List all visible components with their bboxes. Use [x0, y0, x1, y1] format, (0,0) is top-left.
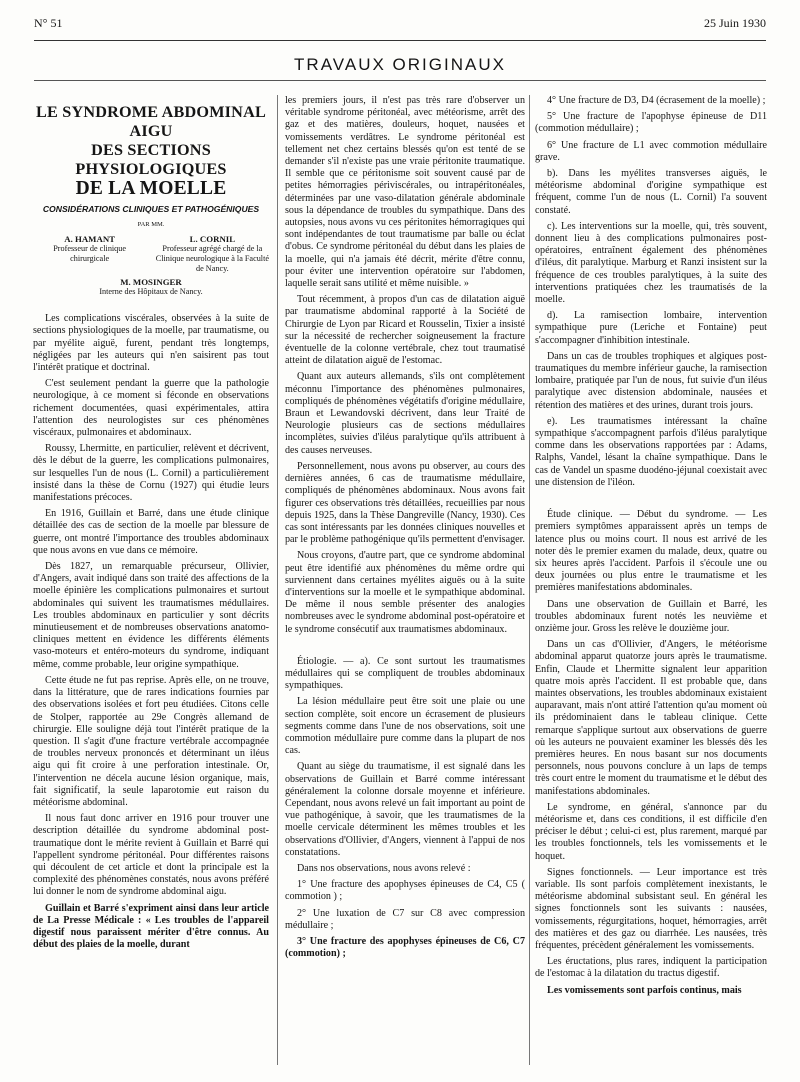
- paragraph: Personnellement, nous avons pu observer, au cours des dernières années, 6 cas de traumatisme médullaire, compliqués de phénomènes abdominaux. Nous avons fait figurer ces observations très détaillées, recueillies par nous depuis 1925, dans la Thèse Dangreville (Nancy, 1930). Ces cas sont intéressants par les données cliniques nouvelles et par le problème pathogénique qu'ils permettent d'envisager.: [285, 460, 525, 546]
- column-divider-1: [277, 95, 278, 1065]
- author-2-role: Professeur agrégé chargé de la Clinique neurologique à la Faculté de Nancy.: [155, 244, 269, 274]
- paragraph: b). Dans les myélites transverses aiguës, le météorisme abdominal d'origine sympathique est fréquent, comme l'un de nous (L. Cornil) l'a souvent constaté.: [535, 168, 767, 216]
- paragraph: Les vomissements sont parfois continus, mais: [547, 984, 742, 996]
- paragraph: Dans un cas de troubles trophiques et algiques post-traumatiques du membre inférieur gauche, la ramisection lombaire, pratiquée par l'un de nous, fut suivie d'un iléus paralytique avec distension abdominale, nausées et rétention des matières et des urines, durant trois jours.: [535, 350, 767, 411]
- section-rule: [34, 80, 766, 81]
- by-line: PAR MM.: [137, 221, 165, 228]
- list-item: 5° Une fracture de l'apophyse épineuse de D11 (commotion médullaire) ;: [535, 111, 767, 135]
- article-title: [33, 103, 269, 198]
- paragraph: C'est seulement pendant la guerre que la pathologie neurologique, à ce moment si féconde en observations richement documentées, quasi expérimentales, attira l'attention des neurologistes sur ces phénomènes viscéraux, pulmonaires et abdominaux.: [33, 378, 269, 439]
- paragraph: En 1916, Guillain et Barré, dans une étude clinique détaillée des cas de section de la moelle par blessure de guerre, ont montré l'importance des troubles abdominaux que nous avons en vue dans ce mémoire.: [33, 508, 269, 556]
- paragraph-signes: Signes fonctionnels. — Leur importance est très variable. Ils sont parfois complètement inexistants, le météorisme abdominal subsistant seul. En général les signes fonctionnels sont les suivants : nausées, vomissements, régurgitations, hoquet, hémorragies, arrêt des matières et des gaz ou diarrhée. Les nausées, très fréquentes, précèdent généralement les vomissements.: [535, 866, 767, 951]
- author-2-name: L. CORNIL: [189, 234, 236, 245]
- list-item: 1° Une fracture des apophyses épineuses de C4, C5 ( commotion ) ;: [285, 879, 525, 903]
- author-1: [33, 234, 146, 274]
- paragraph-quote: Guillain et Barré s'expriment ainsi dans leur article de La Presse Médicale : « Les troubles de l'appareil digestif nous paraissent mériter d'être connus. Au début des plaies de la moelle, durant: [33, 902, 269, 951]
- author-2: [156, 234, 269, 274]
- spacer: [33, 297, 269, 313]
- column-2: [285, 95, 525, 1070]
- list-item: 2° Une luxation de C7 sur C8 avec compression médullaire ;: [285, 907, 525, 931]
- author-3-name: M. MOSINGER: [120, 277, 182, 288]
- issue-date: 25 Juin 1930: [703, 16, 766, 30]
- title-line-2: DES SECTIONS PHYSIOLOGIQUES: [75, 141, 227, 178]
- paragraph: La lésion médullaire peut être soit une plaie ou une section complète, soit encore un écrasement de plusieurs segments comme dans l'une de nos observations, soit une commotion médullaire pure comme dans la plupart de nos cas.: [285, 696, 525, 757]
- paragraph-etiologie: Étiologie. — a). Ce sont surtout les traumatismes médullaires qui se compliquent de troubles abdominaux sympathiques.: [285, 655, 525, 692]
- header-rule: [34, 40, 766, 41]
- running-header: [34, 16, 766, 36]
- author-3-role: Interne des Hôpitaux de Nancy.: [99, 287, 203, 297]
- paragraph: Dans nos observations, nous avons relevé :: [297, 862, 471, 874]
- title-line-3: DE LA MOELLE: [75, 178, 227, 199]
- paragraph: e). Les traumatismes intéressant la chaîne sympathique s'accompagnent parfois d'iléus paralytique comme dans les observations rapportées par : Adams, Ralphs, Vandel, lésant la chaîne sympathique. Dans le cas de Vandel un spasme duodéno-jéjunal coexistait avec une distension de l'iléon.: [535, 415, 767, 488]
- title-line-1: LE SYNDROME ABDOMINAL AIGU: [36, 103, 266, 140]
- column-1: [33, 95, 269, 1070]
- paragraph: Dans une observation de Guillain et Barré, les troubles abdominaux furent notés les neuvième et onzième jour. Gross les relève le douzième jour.: [535, 598, 767, 634]
- paragraph: Tout récemment, à propos d'un cas de dilatation aiguë par traumatisme abdominal rapporté à la Société de Chirurgie de Lyon par Ricard et Rousselin, Tixier a insisté sur la nécessité de rechercher soigneusement la fracture éventuelle de la colonne vertébrale, chez tout traumatisé atteint de dilatation aiguë de l'estomac.: [285, 294, 525, 367]
- paragraph: Nous croyons, d'autre part, que ce syndrome abdominal peut être identifié aux phénomènes du même ordre qui surviennent dans certaines myélites aiguës ou à la suite d'interventions sur la moelle et le sympathique abdominal. De même il nous semble présenter des analogies nombreuses avec le syndrome abdominal post-opératoire et le syndrome consécutif aux traumatismes abdominaux.: [285, 550, 525, 635]
- author-3: [33, 277, 269, 297]
- spacer: [285, 640, 525, 656]
- paragraph: Cette étude ne fut pas reprise. Après elle, on ne trouve, dans la littérature, que de rares indications fournies par des observations isolées et fort peu étudiées. Citons celle de Stolper, rapportée au 29e Congrès allemand de chirurgie. Elle souligne déjà tout l'intérêt pratique de la question. Il s'agit d'une fracture vertébrale accompagnée de troubles nerveux prononcés et déterminant un iléus aigu qui fit croire à une perforation intestinale. Or, l'intervention ne décela aucune lésion organique, mais, fait significatif, la seule laparotomie eut raison du météorisme abdominal.: [33, 674, 269, 808]
- paragraph: Il nous faut donc arriver en 1916 pour trouver une description détaillée du syndrome abdominal post-traumatique dont le mérite revient à Guillain et Barré qui l'appellent syndrome péritonéal. Pour différentes raisons qui découlent de cet article et dont la principale est la complexité des phénomènes constatés, nous avons préféré lui donner le nom de syndrome abdominal aigu.: [33, 813, 269, 898]
- paragraph: Dans un cas d'Ollivier, d'Angers, le météorisme abdominal apparut quatorze jours après le traumatisme. Enfin, Claude et Lhermitte signalent leur apparition quatre mois après l'accident. Il est probable que, dans maintes observations, les troubles abdominaux existaient auparavant, mais n'ont attiré l'attention qu'au moment où ils prédominaient dans le tableau clinique. Cette remarque s'applique surtout aux observations de guerre où les auteurs ne pouvaient examiner les blessés dès les premières heures. En nous basant sur nos documents personnels, nous pouvons conclure à un laps de temps très court entre le moment du traumatisme et le début des manifestations abdominales.: [535, 639, 767, 797]
- list-item: 4° Une fracture de D3, D4 (écrasement de la moelle) ;: [547, 95, 766, 106]
- paragraph: c). Les interventions sur la moelle, qui, très souvent, donnent lieu à des complications pulmonaires post-opératoires, entraînent également des phénomènes d'iléus, dit paralytique. Marburg et Ranzi insistent sur la fréquence de ces troubles paralytiques, à la suite des interventions pratiquées chez les traumatisés de la moelle.: [535, 220, 767, 306]
- paragraph: Le syndrome, en général, s'annonce par du météorisme et, dans ces conditions, il est difficile d'en préciser le début ; celui-ci est, plus rarement, marqué par les troubles fonctionnels, tels les vomissements et le hoquet.: [535, 801, 767, 862]
- article-subtitle: CONSIDÉRATIONS CLINIQUES ET PATHOGÉNIQUES: [42, 204, 260, 214]
- author-1-role: Professeur de clinique chirurgicale: [53, 244, 127, 264]
- paragraph: d). La ramisection lombaire, intervention sympathique pure (Leriche et Fontaine) peut s'accompagner d'inhibition intestinale.: [535, 310, 767, 346]
- section-heading: TRAVAUX ORIGINAUX: [294, 55, 506, 74]
- paragraph: Les complications viscérales, observées à la suite de sections physiologiques de la moelle, par traumatisme, ou par myélite aiguë, furent, pendant très longtemps, négligées par les auteurs qui n'en saisirent pas tout l'intérêt pratique et doctrinal.: [33, 313, 269, 374]
- paragraph: les premiers jours, il n'est pas très rare d'observer un véritable syndrome péritonéal, avec météorisme, arrêt des gaz et des matières, douleurs, hoquet, nausées et vomissements verdâtres. Le syndrome péritonéal est tellement net chez certains blessés qu'on est tenté de se demander s'il n'existe pas une vraie péritonite traumatique. Il semble que ce péritonisme soit souvent causé par de petites hémorragies périviscérales, ou intrapéritonéales, déterminées par une vaso-dilatation générale abdominale sous la dépendance de troubles du sympathique. Dans des autopsies, nous avons vu ces péritonites hémorragiques qui sont indépendantes de tout traumatisme par balle ou éclat d'obus. Ce syndrome péritonéal du début dans les plaies de la moelle, qui n'a jamais été décrit, mérite d'être connu, pour éviter une intervention opératoire sur l'abdomen, laquelle serait sans utilité et même nuisible. »: [285, 95, 525, 290]
- column-3: [535, 95, 767, 1070]
- issue-number: N° 51: [34, 16, 63, 30]
- paragraph-etude-clinique: Étude clinique. — Début du syndrome. — Les premiers symptômes apparaissent après un temps de latence plus ou moins court. Il nous est arrivé de les noter dès le premier examen du malade, deux, quatre ou six heures après l'accident. Parfois il s'écoule une ou deux journées ou plus entre le traumatisme et les premières manifestations abdominales.: [535, 509, 767, 594]
- paragraph: Les éructations, plus rares, indiquent la participation de l'estomac à la dilatation du tractus digestif.: [535, 956, 767, 980]
- paragraph: Roussy, Lhermitte, en particulier, relèvent et décrivent, dès le début de la guerre, les complications pulmonaires, sur lesquelles l'un de nous (L. Cornil) a particulièrement insisté dans la thèse de Cornu (1927) qui étudie leurs manifestations précoces.: [33, 443, 269, 504]
- authors-row: [33, 234, 269, 274]
- paragraph: Quant au siège du traumatisme, il est signalé dans les observations de Guillain et Barré comme intéressant généralement la colonne dorsale moyenne et inférieure. Cependant, nous avons relevé un fait important au point de vue pathogénique, à savoir, que les traumatismes de la moelle cervicale déterminent les mêmes troubles et les observations d'Ollivier, d'Angers, viennent à l'appui de nos constatations.: [285, 761, 525, 858]
- list-item: 3° Une fracture des apophyses épineuses de C6, C7 (commotion) ;: [285, 936, 525, 960]
- author-1-name: A. HAMANT: [64, 234, 116, 245]
- paragraph: Dès 1827, un remarquable précurseur, Ollivier, d'Angers, avait indiqué dans son traité des affections de la moelle épinière les complications pulmonaires et surtout abdominales qui suivent les traumatismes médullaires. Les troubles abdominaux en particulier y sont décrits minutieusement et de nombreuses observations anatomo-cliniques mettent en évidence les différents éléments vaso-moteurs et entéro-moteurs du syndrome, indiquant même, comme probable, leur origine sympathique.: [33, 561, 269, 670]
- list-item: 6° Une fracture de L1 avec commotion médullaire grave.: [535, 139, 767, 163]
- paragraph: Quant aux auteurs allemands, s'ils ont complètement méconnu l'importance des phénomènes pulmonaires, compliqués de phénomènes végétatifs d'origine médullaire, Braun et Lewandovski décrivent, dans leur Traité de Neurologie plusieurs cas de sections médullaires incomplètes, suivies d'iléus paralytique qu'ils attribuent à des causes nerveuses.: [285, 371, 525, 456]
- column-divider-2: [529, 95, 530, 1065]
- spacer: [535, 493, 767, 509]
